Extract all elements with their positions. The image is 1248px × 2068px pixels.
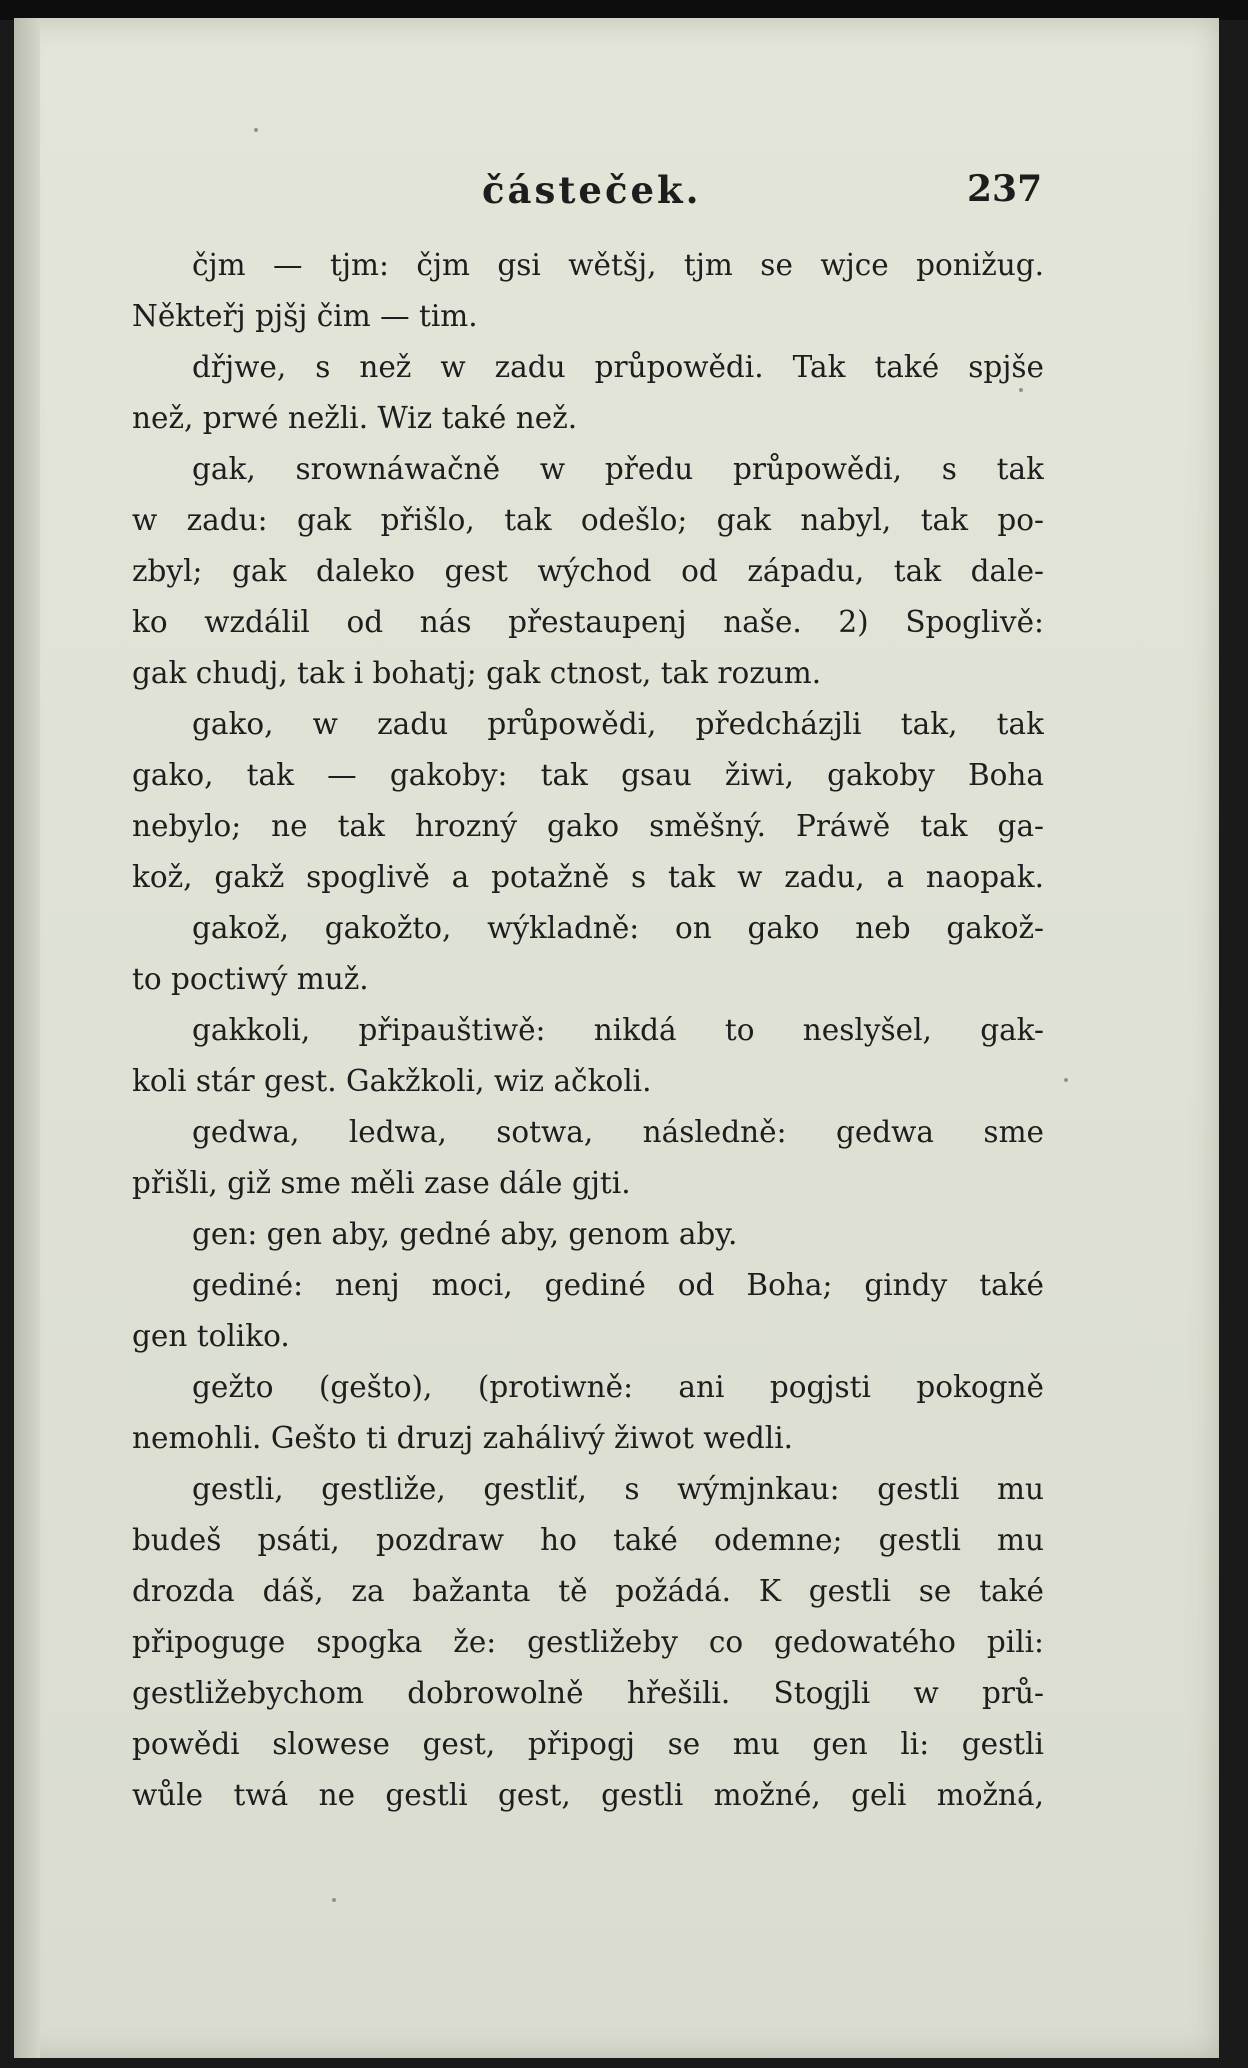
text-line: gakkoli, připauštiwě: nikdá to neslyšel, gak- <box>192 1013 1044 1047</box>
text-line: gak chudj, tak i bohatj; gak ctnost, tak rozum. <box>132 656 822 690</box>
body-text <box>132 240 1044 1821</box>
text-line: to poctiwý muž. <box>132 962 369 996</box>
text-line: zbyl; gak daleko gest wýchod od západu, tak dale- <box>132 554 1044 588</box>
text-line: gedwa, ledwa, sotwa, následně: gedwa sme <box>192 1115 1044 1149</box>
book-page <box>14 18 1219 2058</box>
text-line: w zadu: gak přišlo, tak odešlo; gak nabyl, tak po- <box>132 503 1044 537</box>
text-line: kož, gakž spoglivě a potažně s tak w zadu, a naopak. <box>132 860 1044 894</box>
text-line: gako, w zadu průpowědi, předcházjli tak, tak <box>192 707 1044 741</box>
paper-speck <box>1019 388 1023 392</box>
text-line: nebylo; ne tak hrozný gako směšný. Práwě tak ga- <box>132 809 1044 843</box>
text-line: nemohli. Gešto ti druzj zahálivý žiwot wedli. <box>132 1421 794 1455</box>
text-line: gen toliko. <box>132 1319 290 1353</box>
page-gutter-shadow <box>14 18 40 2058</box>
paper-speck <box>332 1898 336 1902</box>
text-line: čjm — tjm: čjm gsi wětšj, tjm se wjce ponižug. <box>192 248 1044 282</box>
page-header <box>14 148 1219 212</box>
text-line: než, prwé nežli. Wiz také než. <box>132 401 578 435</box>
paper-speck <box>1064 1078 1068 1082</box>
text-line: gak, srownáwačně w předu průpowědi, s tak <box>192 452 1044 486</box>
text-line: gediné: nenj moci, gediné od Boha; gindy také <box>192 1268 1044 1302</box>
text-line: připoguge spogka že: gestližeby co gedowatého pili: <box>132 1625 1044 1659</box>
text-line: drozda dáš, za bažanta tě požádá. K gestli se také <box>132 1574 1044 1608</box>
text-line: gako, tak — gakoby: tak gsau žiwi, gakoby Boha <box>132 758 1044 792</box>
text-line: gen: gen aby, gedné aby, genom aby. <box>192 1217 738 1251</box>
text-line: přišli, giž sme měli zase dále gjti. <box>132 1166 631 1200</box>
page-number: 237 <box>967 168 1043 210</box>
text-line: wůle twá ne gestli gest, gestli možné, geli možná, <box>132 1778 1044 1812</box>
text-line: ko wzdálil od nás přestaupenj naše. 2) Spoglivě: <box>132 605 1044 639</box>
text-line: dřjwe, s než w zadu průpowědi. Tak také spjše <box>192 350 1044 384</box>
text-line: koli stár gest. Gakžkoli, wiz ačkoli. <box>132 1064 652 1098</box>
text-line: Někteřj pjšj čim — tim. <box>132 299 478 333</box>
text-line: gakož, gakožto, wýkladně: on gako neb gakož- <box>192 911 1044 945</box>
text-line: gežto (gešto), (protiwně: ani pogjsti pokogně <box>192 1370 1044 1404</box>
text-line: powědi slowese gest, připogj se mu gen li: gestli <box>132 1727 1044 1761</box>
text-line: budeš psáti, pozdraw ho také odemne; gestli mu <box>132 1523 1044 1557</box>
text-line: gestližebychom dobrowolně hřešili. Stogjli w prů- <box>132 1676 1044 1710</box>
paper-speck <box>254 128 258 132</box>
scan-border <box>0 0 1248 20</box>
text-line: gestli, gestliže, gestliť, s wýmjnkau: gestli mu <box>192 1472 1044 1506</box>
running-head: částeček. <box>482 168 702 212</box>
